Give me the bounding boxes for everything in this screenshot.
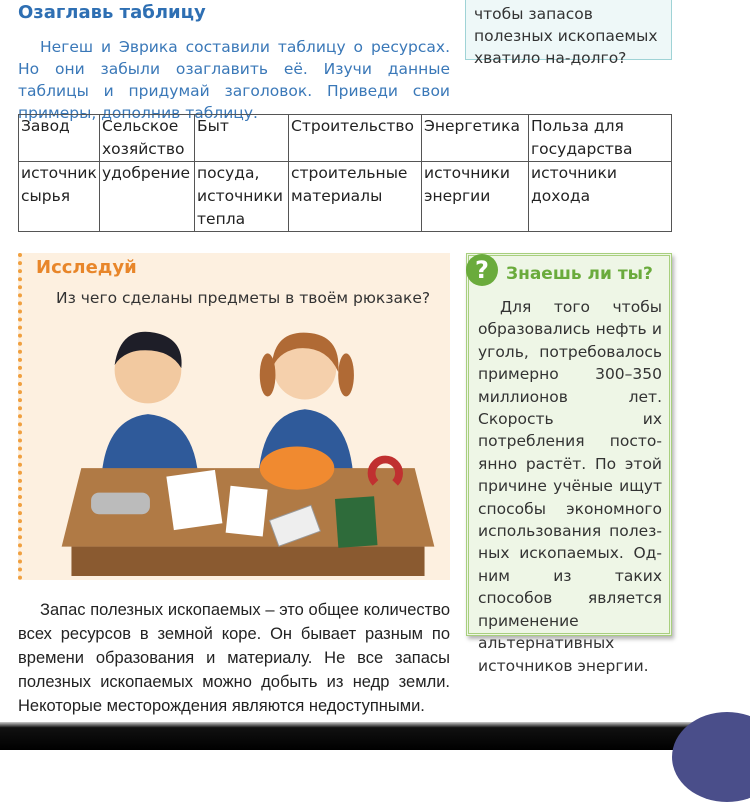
question-icon: ? [466,254,498,286]
table-cell: источники энергии [422,162,529,232]
table-cell: источник сырья [19,162,100,232]
table-cell: источники дохода [529,162,672,232]
research-question: Из чего сделаны предметы в твоём рюкзаке? [56,289,431,307]
table-cell: посуда, источники тепла [195,162,289,232]
did-you-know-box [466,253,672,675]
research-box [18,253,450,580]
table-header-row [19,115,672,162]
resources-table [18,114,672,232]
table-header: Строительство [289,115,422,162]
table-header: Энергетика [422,115,529,162]
table-header: Сельское хозяйство [100,115,195,162]
did-you-know-title: Знаешь ли ты? [506,264,653,284]
task-title: Озаглавь таблицу [18,2,206,23]
side-question-text: чтобы запасов полезных ископаемых хватило на-долго? [474,5,658,67]
children-at-desk-illustration [58,321,438,576]
task-text: Негеш и Эврика составили таблицу о ресурсах. Но они забыли озаглавить её. Изучи данные таблицы и придумай заголовок. Приведи свои примеры, дополнив таблицу. [18,38,450,122]
body-paragraph: Запас полезных ископаемых – это общее количество всех ресурсов в земной коре. Он бывает разным по времени образования и материалу. Не все запасы полезных ископаемых можно добыть из недр земли. Некоторые месторождения являются недоступными. [18,601,450,715]
table-row [19,162,672,232]
table-header: Польза для государства [529,115,672,162]
side-question-box [465,0,672,67]
table-cell: строительные материалы [289,162,422,232]
table-cell: удобрение [100,162,195,232]
table-header: Быт [195,115,289,162]
did-you-know-text: Для того чтобы образовались нефть и уголь, потребовалось примерно 300–350 миллионов лет. Скорость их потребления постоянно растёт. По этой причине учёные ищут способы экономного использования полезных ископаемых. Одним из таких способов является применение альтернативных источников энергии. [478,298,662,675]
research-title: Исследуй [36,257,137,278]
table-header: Завод [19,115,100,162]
bottom-dark-band [0,722,750,750]
